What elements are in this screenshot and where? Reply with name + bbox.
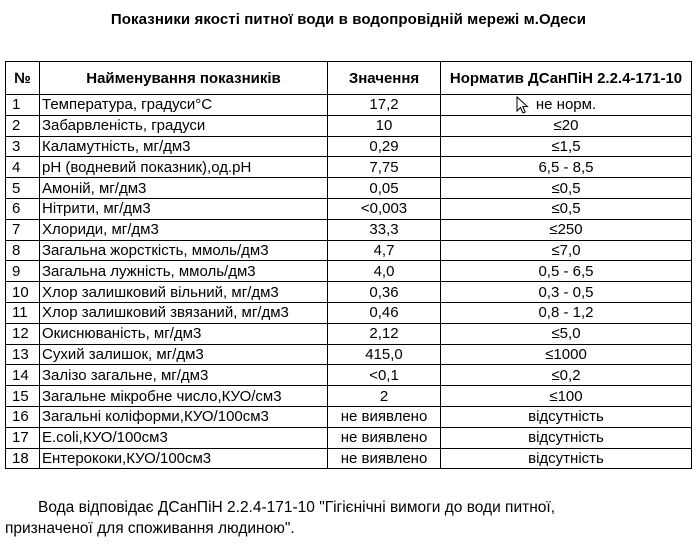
indicator-norm: ≤1000: [441, 344, 692, 365]
indicator-norm: ≤7,0: [441, 240, 692, 261]
indicator-value: не виявлено: [328, 406, 441, 427]
indicator-value: 33,3: [328, 219, 441, 240]
indicator-name: Нітрити, мг/дм3: [40, 198, 328, 219]
row-number: 12: [6, 323, 40, 344]
indicator-norm: ≤0,5: [441, 198, 692, 219]
indicator-norm: ≤0,2: [441, 365, 692, 386]
table-row: [6, 157, 692, 178]
table-row: [6, 365, 692, 386]
table-row: [6, 406, 692, 427]
row-number: 1: [6, 95, 40, 116]
table-row: [6, 261, 692, 282]
indicator-norm: 0,3 - 0,5: [441, 282, 692, 303]
indicator-norm: ≤1,5: [441, 136, 692, 157]
mouse-pointer-icon: [516, 96, 530, 114]
indicator-name: Хлор залишковий вільний, мг/дм3: [40, 282, 328, 303]
header-norm: Норматив ДСанПіН 2.2.4-171-10: [441, 62, 692, 95]
indicator-name: Залізо загальне, мг/дм3: [40, 365, 328, 386]
table-row: [6, 386, 692, 407]
indicator-name: Хлориди, мг/дм3: [40, 219, 328, 240]
indicator-value: 415,0: [328, 344, 441, 365]
indicator-value: 0,46: [328, 302, 441, 323]
indicator-name: рН (водневий показник),од.рН: [40, 157, 328, 178]
indicator-value: <0,1: [328, 365, 441, 386]
indicator-value: 0,29: [328, 136, 441, 157]
indicator-norm: ≤0,5: [441, 178, 692, 199]
indicator-norm: відсутність: [441, 406, 692, 427]
indicator-norm: ≤100: [441, 386, 692, 407]
indicator-name: Ентерококи,КУО/100см3: [40, 448, 328, 469]
indicator-value: 4,0: [328, 261, 441, 282]
header-value: Значення: [328, 62, 441, 95]
indicator-norm: 6,5 - 8,5: [441, 157, 692, 178]
indicator-value: 4,7: [328, 240, 441, 261]
indicator-value: 2,12: [328, 323, 441, 344]
indicator-name: Забарвленість, градуси: [40, 115, 328, 136]
indicator-value: не виявлено: [328, 427, 441, 448]
table-row: [6, 448, 692, 469]
indicator-value: 7,75: [328, 157, 441, 178]
indicator-name: Амоній, мг/дм3: [40, 178, 328, 199]
indicator-name: Каламутність, мг/дм3: [40, 136, 328, 157]
indicator-value: не виявлено: [328, 448, 441, 469]
row-number: 7: [6, 219, 40, 240]
row-number: 18: [6, 448, 40, 469]
water-quality-table: [5, 61, 692, 469]
table-row: [6, 115, 692, 136]
indicator-name: Загальна лужність, ммоль/дм3: [40, 261, 328, 282]
table-row: [6, 240, 692, 261]
table-row: [6, 282, 692, 303]
indicator-name: Хлор залишковий звязаний, мг/дм3: [40, 302, 328, 323]
table-row: [6, 427, 692, 448]
row-number: 4: [6, 157, 40, 178]
table-row: [6, 219, 692, 240]
table-row: [6, 95, 692, 116]
indicator-name: Сухий залишок, мг/дм3: [40, 344, 328, 365]
indicator-name: Температура, градуси°С: [40, 95, 328, 116]
header-number: №: [6, 62, 40, 95]
table-row: [6, 178, 692, 199]
row-number: 13: [6, 344, 40, 365]
row-number: 17: [6, 427, 40, 448]
row-number: 14: [6, 365, 40, 386]
row-number: 2: [6, 115, 40, 136]
row-number: 16: [6, 406, 40, 427]
indicator-norm: 0,5 - 6,5: [441, 261, 692, 282]
indicator-value: <0,003: [328, 198, 441, 219]
row-number: 11: [6, 302, 40, 323]
indicator-norm: не норм.: [441, 95, 692, 116]
page-title: Показники якості питної води в водопровідній мережі м.Одеси: [110, 11, 587, 28]
row-number: 15: [6, 386, 40, 407]
indicator-value: 0,36: [328, 282, 441, 303]
indicator-norm: ≤5,0: [441, 323, 692, 344]
table-row: [6, 323, 692, 344]
table-row: [6, 198, 692, 219]
table-header-row: [6, 62, 692, 95]
table-row: [6, 302, 692, 323]
indicator-name: Загальні коліформи,КУО/100см3: [40, 406, 328, 427]
row-number: 10: [6, 282, 40, 303]
row-number: 6: [6, 198, 40, 219]
conclusion-line-2: призначеної для споживання людиною".: [5, 520, 295, 537]
header-indicator-name: Найменування показників: [40, 62, 328, 95]
row-number: 9: [6, 261, 40, 282]
indicator-name: Окиснюваність, мг/дм3: [40, 323, 328, 344]
conclusion-line-1: Вода відповідає ДСанПіН 2.2.4-171-10 "Гігієнічні вимоги до води питної,: [38, 499, 556, 516]
indicator-value: 2: [328, 386, 441, 407]
indicator-name: E.coli,КУО/100см3: [40, 427, 328, 448]
table-row: [6, 136, 692, 157]
table-row: [6, 344, 692, 365]
indicator-norm: ≤20: [441, 115, 692, 136]
row-number: 3: [6, 136, 40, 157]
indicator-norm: ≤250: [441, 219, 692, 240]
indicator-norm: відсутність: [441, 448, 692, 469]
indicator-norm: відсутність: [441, 427, 692, 448]
conclusion-text: [5, 497, 695, 539]
indicator-name: Загальна жорсткість, ммоль/дм3: [40, 240, 328, 261]
row-number: 5: [6, 178, 40, 199]
indicator-norm: 0,8 - 1,2: [441, 302, 692, 323]
row-number: 8: [6, 240, 40, 261]
indicator-name: Загальне мікробне число,КУО/см3: [40, 386, 328, 407]
indicator-value: 0,05: [328, 178, 441, 199]
indicator-value: 10: [328, 115, 441, 136]
indicator-value: 17,2: [328, 95, 441, 116]
